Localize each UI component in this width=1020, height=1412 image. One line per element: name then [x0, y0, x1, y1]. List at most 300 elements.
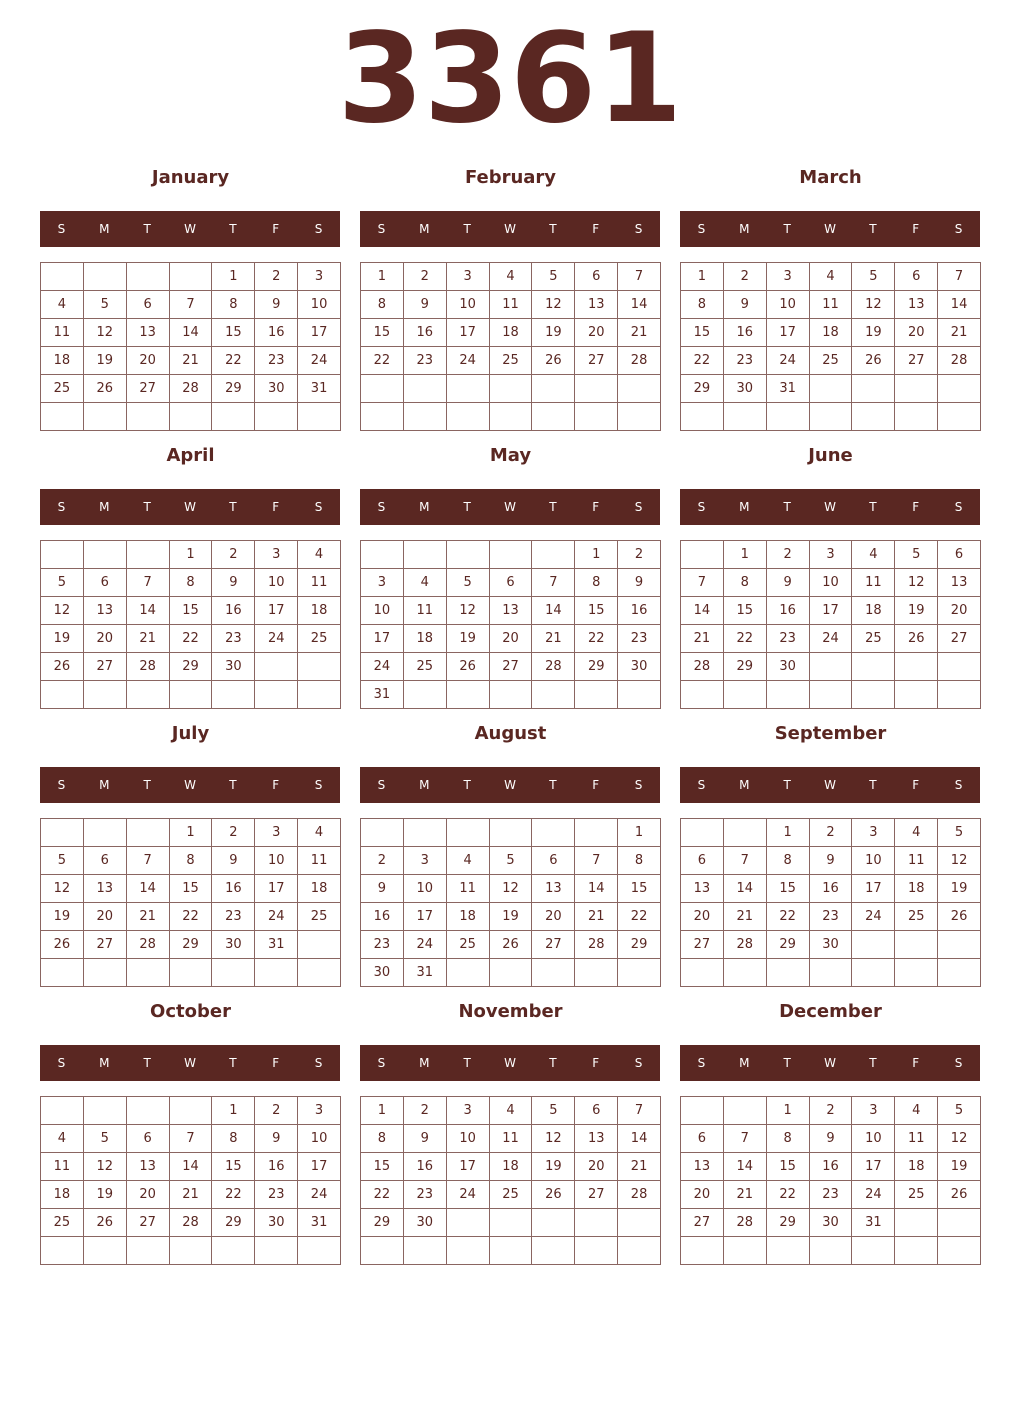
day-cell[interactable]: 6 [127, 1125, 170, 1153]
day-cell[interactable]: 25 [852, 625, 895, 653]
day-cell[interactable]: 9 [618, 569, 661, 597]
day-cell[interactable]: 18 [404, 625, 447, 653]
day-cell[interactable]: 25 [895, 903, 938, 931]
day-cell[interactable]: 21 [681, 625, 724, 653]
day-cell[interactable]: 13 [895, 291, 938, 319]
day-cell[interactable]: 18 [895, 1153, 938, 1181]
day-cell[interactable]: 6 [681, 847, 724, 875]
day-cell[interactable]: 3 [298, 263, 341, 291]
day-cell[interactable]: 19 [938, 875, 981, 903]
day-cell[interactable]: 13 [490, 597, 533, 625]
day-cell[interactable]: 16 [767, 597, 810, 625]
day-cell[interactable]: 18 [895, 875, 938, 903]
day-cell[interactable]: 8 [724, 569, 767, 597]
day-cell[interactable]: 24 [447, 1181, 490, 1209]
day-cell[interactable]: 1 [767, 819, 810, 847]
day-cell[interactable]: 11 [895, 847, 938, 875]
day-cell[interactable]: 30 [404, 1209, 447, 1237]
day-cell[interactable]: 14 [170, 1153, 213, 1181]
day-cell[interactable]: 28 [170, 1209, 213, 1237]
day-cell[interactable]: 13 [127, 1153, 170, 1181]
day-cell[interactable]: 17 [298, 319, 341, 347]
day-cell[interactable]: 21 [575, 903, 618, 931]
day-cell[interactable]: 2 [404, 1097, 447, 1125]
day-cell[interactable]: 11 [852, 569, 895, 597]
day-cell[interactable]: 28 [532, 653, 575, 681]
day-cell[interactable]: 14 [938, 291, 981, 319]
day-cell[interactable]: 3 [810, 541, 853, 569]
day-cell[interactable]: 24 [255, 903, 298, 931]
day-cell[interactable]: 16 [212, 875, 255, 903]
day-cell[interactable]: 25 [490, 1181, 533, 1209]
day-cell[interactable]: 4 [895, 819, 938, 847]
day-cell[interactable]: 25 [895, 1181, 938, 1209]
day-cell[interactable]: 1 [724, 541, 767, 569]
day-cell[interactable]: 27 [575, 1181, 618, 1209]
day-cell[interactable]: 26 [490, 931, 533, 959]
day-cell[interactable]: 10 [255, 569, 298, 597]
day-cell[interactable]: 30 [212, 931, 255, 959]
day-cell[interactable]: 12 [447, 597, 490, 625]
day-cell[interactable]: 11 [41, 1153, 84, 1181]
day-cell[interactable]: 14 [618, 291, 661, 319]
day-cell[interactable]: 11 [447, 875, 490, 903]
day-cell[interactable]: 8 [212, 1125, 255, 1153]
day-cell[interactable]: 18 [41, 347, 84, 375]
day-cell[interactable]: 14 [127, 875, 170, 903]
day-cell[interactable]: 25 [298, 903, 341, 931]
day-cell[interactable]: 15 [681, 319, 724, 347]
day-cell[interactable]: 10 [255, 847, 298, 875]
day-cell[interactable]: 7 [618, 263, 661, 291]
day-cell[interactable]: 8 [575, 569, 618, 597]
day-cell[interactable]: 25 [298, 625, 341, 653]
day-cell[interactable]: 19 [532, 319, 575, 347]
day-cell[interactable]: 31 [852, 1209, 895, 1237]
day-cell[interactable]: 28 [170, 375, 213, 403]
day-cell[interactable]: 23 [618, 625, 661, 653]
day-cell[interactable]: 18 [298, 875, 341, 903]
day-cell[interactable]: 29 [618, 931, 661, 959]
day-cell[interactable]: 18 [41, 1181, 84, 1209]
day-cell[interactable]: 22 [361, 347, 404, 375]
day-cell[interactable]: 5 [895, 541, 938, 569]
day-cell[interactable]: 30 [255, 1209, 298, 1237]
day-cell[interactable]: 29 [170, 931, 213, 959]
day-cell[interactable]: 6 [938, 541, 981, 569]
day-cell[interactable]: 20 [84, 903, 127, 931]
day-cell[interactable]: 16 [724, 319, 767, 347]
day-cell[interactable]: 7 [938, 263, 981, 291]
day-cell[interactable]: 19 [41, 625, 84, 653]
day-cell[interactable]: 29 [170, 653, 213, 681]
day-cell[interactable]: 25 [447, 931, 490, 959]
day-cell[interactable]: 10 [361, 597, 404, 625]
day-cell[interactable]: 3 [447, 263, 490, 291]
day-cell[interactable]: 28 [127, 931, 170, 959]
day-cell[interactable]: 31 [767, 375, 810, 403]
day-cell[interactable]: 23 [404, 347, 447, 375]
day-cell[interactable]: 4 [298, 541, 341, 569]
day-cell[interactable]: 14 [532, 597, 575, 625]
day-cell[interactable]: 17 [447, 319, 490, 347]
day-cell[interactable]: 13 [532, 875, 575, 903]
day-cell[interactable]: 5 [41, 847, 84, 875]
day-cell[interactable]: 28 [938, 347, 981, 375]
day-cell[interactable]: 28 [575, 931, 618, 959]
day-cell[interactable]: 23 [212, 903, 255, 931]
day-cell[interactable]: 21 [170, 1181, 213, 1209]
day-cell[interactable]: 20 [575, 319, 618, 347]
day-cell[interactable]: 17 [404, 903, 447, 931]
day-cell[interactable]: 2 [255, 263, 298, 291]
day-cell[interactable]: 27 [127, 375, 170, 403]
day-cell[interactable]: 26 [532, 347, 575, 375]
day-cell[interactable]: 2 [404, 263, 447, 291]
day-cell[interactable]: 24 [298, 347, 341, 375]
day-cell[interactable]: 8 [618, 847, 661, 875]
day-cell[interactable]: 29 [361, 1209, 404, 1237]
day-cell[interactable]: 19 [938, 1153, 981, 1181]
day-cell[interactable]: 17 [255, 597, 298, 625]
day-cell[interactable]: 31 [298, 375, 341, 403]
day-cell[interactable]: 20 [895, 319, 938, 347]
day-cell[interactable]: 19 [895, 597, 938, 625]
day-cell[interactable]: 4 [41, 1125, 84, 1153]
day-cell[interactable]: 20 [490, 625, 533, 653]
day-cell[interactable]: 25 [404, 653, 447, 681]
day-cell[interactable]: 15 [212, 1153, 255, 1181]
day-cell[interactable]: 8 [681, 291, 724, 319]
day-cell[interactable]: 27 [490, 653, 533, 681]
day-cell[interactable]: 31 [361, 681, 404, 709]
day-cell[interactable]: 9 [404, 1125, 447, 1153]
day-cell[interactable]: 27 [532, 931, 575, 959]
day-cell[interactable]: 26 [532, 1181, 575, 1209]
day-cell[interactable]: 27 [681, 931, 724, 959]
day-cell[interactable]: 5 [84, 291, 127, 319]
day-cell[interactable]: 20 [84, 625, 127, 653]
day-cell[interactable]: 3 [255, 541, 298, 569]
day-cell[interactable]: 1 [618, 819, 661, 847]
day-cell[interactable]: 6 [532, 847, 575, 875]
day-cell[interactable]: 28 [681, 653, 724, 681]
day-cell[interactable]: 20 [681, 903, 724, 931]
day-cell[interactable]: 22 [361, 1181, 404, 1209]
day-cell[interactable]: 12 [490, 875, 533, 903]
day-cell[interactable]: 12 [532, 1125, 575, 1153]
day-cell[interactable]: 4 [404, 569, 447, 597]
day-cell[interactable]: 19 [41, 903, 84, 931]
day-cell[interactable]: 30 [724, 375, 767, 403]
day-cell[interactable]: 30 [255, 375, 298, 403]
day-cell[interactable]: 10 [447, 1125, 490, 1153]
day-cell[interactable]: 23 [255, 1181, 298, 1209]
day-cell[interactable]: 18 [447, 903, 490, 931]
day-cell[interactable]: 5 [490, 847, 533, 875]
day-cell[interactable]: 9 [255, 291, 298, 319]
day-cell[interactable]: 9 [255, 1125, 298, 1153]
day-cell[interactable]: 10 [852, 1125, 895, 1153]
day-cell[interactable]: 27 [127, 1209, 170, 1237]
day-cell[interactable]: 13 [575, 291, 618, 319]
day-cell[interactable]: 11 [895, 1125, 938, 1153]
day-cell[interactable]: 24 [447, 347, 490, 375]
day-cell[interactable]: 15 [618, 875, 661, 903]
day-cell[interactable]: 6 [490, 569, 533, 597]
day-cell[interactable]: 14 [681, 597, 724, 625]
day-cell[interactable]: 17 [852, 875, 895, 903]
day-cell[interactable]: 5 [41, 569, 84, 597]
day-cell[interactable]: 19 [447, 625, 490, 653]
day-cell[interactable]: 3 [298, 1097, 341, 1125]
day-cell[interactable]: 3 [767, 263, 810, 291]
day-cell[interactable]: 1 [170, 819, 213, 847]
day-cell[interactable]: 16 [404, 1153, 447, 1181]
day-cell[interactable]: 6 [84, 847, 127, 875]
day-cell[interactable]: 3 [404, 847, 447, 875]
day-cell[interactable]: 5 [84, 1125, 127, 1153]
day-cell[interactable]: 15 [767, 875, 810, 903]
day-cell[interactable]: 7 [724, 847, 767, 875]
day-cell[interactable]: 8 [361, 291, 404, 319]
day-cell[interactable]: 22 [724, 625, 767, 653]
day-cell[interactable]: 15 [212, 319, 255, 347]
day-cell[interactable]: 19 [84, 1181, 127, 1209]
day-cell[interactable]: 7 [575, 847, 618, 875]
day-cell[interactable]: 3 [361, 569, 404, 597]
day-cell[interactable]: 7 [170, 291, 213, 319]
day-cell[interactable]: 24 [361, 653, 404, 681]
day-cell[interactable]: 11 [404, 597, 447, 625]
day-cell[interactable]: 10 [767, 291, 810, 319]
day-cell[interactable]: 19 [532, 1153, 575, 1181]
day-cell[interactable]: 24 [810, 625, 853, 653]
day-cell[interactable]: 26 [84, 375, 127, 403]
day-cell[interactable]: 16 [212, 597, 255, 625]
day-cell[interactable]: 20 [532, 903, 575, 931]
day-cell[interactable]: 25 [41, 375, 84, 403]
day-cell[interactable]: 3 [255, 819, 298, 847]
day-cell[interactable]: 15 [724, 597, 767, 625]
day-cell[interactable]: 13 [127, 319, 170, 347]
day-cell[interactable]: 17 [298, 1153, 341, 1181]
day-cell[interactable]: 2 [810, 1097, 853, 1125]
day-cell[interactable]: 30 [810, 931, 853, 959]
day-cell[interactable]: 24 [298, 1181, 341, 1209]
day-cell[interactable]: 16 [404, 319, 447, 347]
day-cell[interactable]: 13 [84, 597, 127, 625]
day-cell[interactable]: 15 [361, 1153, 404, 1181]
day-cell[interactable]: 4 [41, 291, 84, 319]
day-cell[interactable]: 9 [810, 1125, 853, 1153]
day-cell[interactable]: 18 [852, 597, 895, 625]
day-cell[interactable]: 24 [852, 1181, 895, 1209]
day-cell[interactable]: 27 [84, 653, 127, 681]
day-cell[interactable]: 31 [298, 1209, 341, 1237]
day-cell[interactable]: 16 [255, 1153, 298, 1181]
day-cell[interactable]: 9 [404, 291, 447, 319]
day-cell[interactable]: 26 [41, 653, 84, 681]
day-cell[interactable]: 1 [767, 1097, 810, 1125]
day-cell[interactable]: 27 [575, 347, 618, 375]
day-cell[interactable]: 16 [361, 903, 404, 931]
day-cell[interactable]: 6 [681, 1125, 724, 1153]
day-cell[interactable]: 5 [938, 819, 981, 847]
day-cell[interactable]: 22 [212, 1181, 255, 1209]
day-cell[interactable]: 4 [490, 1097, 533, 1125]
day-cell[interactable]: 14 [724, 1153, 767, 1181]
day-cell[interactable]: 17 [255, 875, 298, 903]
day-cell[interactable]: 1 [170, 541, 213, 569]
day-cell[interactable]: 27 [938, 625, 981, 653]
day-cell[interactable]: 2 [810, 819, 853, 847]
day-cell[interactable]: 5 [447, 569, 490, 597]
day-cell[interactable]: 7 [170, 1125, 213, 1153]
day-cell[interactable]: 30 [618, 653, 661, 681]
day-cell[interactable]: 15 [361, 319, 404, 347]
day-cell[interactable]: 23 [404, 1181, 447, 1209]
day-cell[interactable]: 21 [618, 1153, 661, 1181]
day-cell[interactable]: 17 [852, 1153, 895, 1181]
day-cell[interactable]: 2 [255, 1097, 298, 1125]
day-cell[interactable]: 22 [212, 347, 255, 375]
day-cell[interactable]: 15 [170, 875, 213, 903]
day-cell[interactable]: 28 [724, 931, 767, 959]
day-cell[interactable]: 23 [212, 625, 255, 653]
day-cell[interactable]: 18 [490, 1153, 533, 1181]
day-cell[interactable]: 26 [447, 653, 490, 681]
day-cell[interactable]: 11 [41, 319, 84, 347]
day-cell[interactable]: 2 [618, 541, 661, 569]
day-cell[interactable]: 2 [212, 541, 255, 569]
day-cell[interactable]: 11 [298, 847, 341, 875]
day-cell[interactable]: 6 [84, 569, 127, 597]
day-cell[interactable]: 1 [212, 263, 255, 291]
day-cell[interactable]: 1 [212, 1097, 255, 1125]
day-cell[interactable]: 6 [895, 263, 938, 291]
day-cell[interactable]: 29 [681, 375, 724, 403]
day-cell[interactable]: 1 [361, 1097, 404, 1125]
day-cell[interactable]: 9 [767, 569, 810, 597]
day-cell[interactable]: 12 [84, 1153, 127, 1181]
day-cell[interactable]: 23 [724, 347, 767, 375]
day-cell[interactable]: 29 [575, 653, 618, 681]
day-cell[interactable]: 11 [298, 569, 341, 597]
day-cell[interactable]: 17 [447, 1153, 490, 1181]
day-cell[interactable]: 30 [361, 959, 404, 987]
day-cell[interactable]: 7 [724, 1125, 767, 1153]
day-cell[interactable]: 15 [170, 597, 213, 625]
day-cell[interactable]: 4 [810, 263, 853, 291]
day-cell[interactable]: 8 [361, 1125, 404, 1153]
day-cell[interactable]: 10 [298, 1125, 341, 1153]
day-cell[interactable]: 30 [212, 653, 255, 681]
day-cell[interactable]: 13 [681, 1153, 724, 1181]
day-cell[interactable]: 9 [212, 569, 255, 597]
day-cell[interactable]: 22 [575, 625, 618, 653]
day-cell[interactable]: 12 [938, 1125, 981, 1153]
day-cell[interactable]: 26 [895, 625, 938, 653]
day-cell[interactable]: 30 [810, 1209, 853, 1237]
day-cell[interactable]: 10 [447, 291, 490, 319]
day-cell[interactable]: 27 [84, 931, 127, 959]
day-cell[interactable]: 5 [938, 1097, 981, 1125]
day-cell[interactable]: 20 [575, 1153, 618, 1181]
day-cell[interactable]: 15 [575, 597, 618, 625]
day-cell[interactable]: 5 [852, 263, 895, 291]
day-cell[interactable]: 19 [84, 347, 127, 375]
day-cell[interactable]: 2 [724, 263, 767, 291]
day-cell[interactable]: 4 [298, 819, 341, 847]
day-cell[interactable]: 29 [724, 653, 767, 681]
day-cell[interactable]: 12 [84, 319, 127, 347]
day-cell[interactable]: 4 [895, 1097, 938, 1125]
day-cell[interactable]: 20 [938, 597, 981, 625]
day-cell[interactable]: 23 [810, 903, 853, 931]
day-cell[interactable]: 7 [127, 847, 170, 875]
day-cell[interactable]: 21 [532, 625, 575, 653]
day-cell[interactable]: 14 [724, 875, 767, 903]
day-cell[interactable]: 7 [618, 1097, 661, 1125]
day-cell[interactable]: 17 [810, 597, 853, 625]
day-cell[interactable]: 24 [255, 625, 298, 653]
day-cell[interactable]: 26 [938, 903, 981, 931]
day-cell[interactable]: 10 [298, 291, 341, 319]
day-cell[interactable]: 23 [767, 625, 810, 653]
day-cell[interactable]: 16 [255, 319, 298, 347]
day-cell[interactable]: 31 [404, 959, 447, 987]
day-cell[interactable]: 18 [490, 319, 533, 347]
day-cell[interactable]: 23 [361, 931, 404, 959]
day-cell[interactable]: 29 [212, 375, 255, 403]
day-cell[interactable]: 29 [212, 1209, 255, 1237]
day-cell[interactable]: 8 [212, 291, 255, 319]
day-cell[interactable]: 17 [767, 319, 810, 347]
day-cell[interactable]: 25 [41, 1209, 84, 1237]
day-cell[interactable]: 24 [767, 347, 810, 375]
day-cell[interactable]: 20 [127, 1181, 170, 1209]
day-cell[interactable]: 28 [618, 1181, 661, 1209]
day-cell[interactable]: 12 [532, 291, 575, 319]
day-cell[interactable]: 14 [170, 319, 213, 347]
day-cell[interactable]: 4 [447, 847, 490, 875]
day-cell[interactable]: 28 [618, 347, 661, 375]
day-cell[interactable]: 23 [810, 1181, 853, 1209]
day-cell[interactable]: 27 [895, 347, 938, 375]
day-cell[interactable]: 9 [212, 847, 255, 875]
day-cell[interactable]: 9 [361, 875, 404, 903]
day-cell[interactable]: 10 [810, 569, 853, 597]
day-cell[interactable]: 11 [490, 291, 533, 319]
day-cell[interactable]: 12 [938, 847, 981, 875]
day-cell[interactable]: 21 [724, 1181, 767, 1209]
day-cell[interactable]: 8 [767, 847, 810, 875]
day-cell[interactable]: 16 [810, 1153, 853, 1181]
day-cell[interactable]: 29 [767, 931, 810, 959]
day-cell[interactable]: 5 [532, 263, 575, 291]
day-cell[interactable]: 16 [618, 597, 661, 625]
day-cell[interactable]: 21 [938, 319, 981, 347]
day-cell[interactable]: 2 [767, 541, 810, 569]
day-cell[interactable]: 4 [852, 541, 895, 569]
day-cell[interactable]: 22 [767, 1181, 810, 1209]
day-cell[interactable]: 7 [532, 569, 575, 597]
day-cell[interactable]: 25 [810, 347, 853, 375]
day-cell[interactable]: 12 [41, 875, 84, 903]
day-cell[interactable]: 27 [681, 1209, 724, 1237]
day-cell[interactable]: 19 [852, 319, 895, 347]
